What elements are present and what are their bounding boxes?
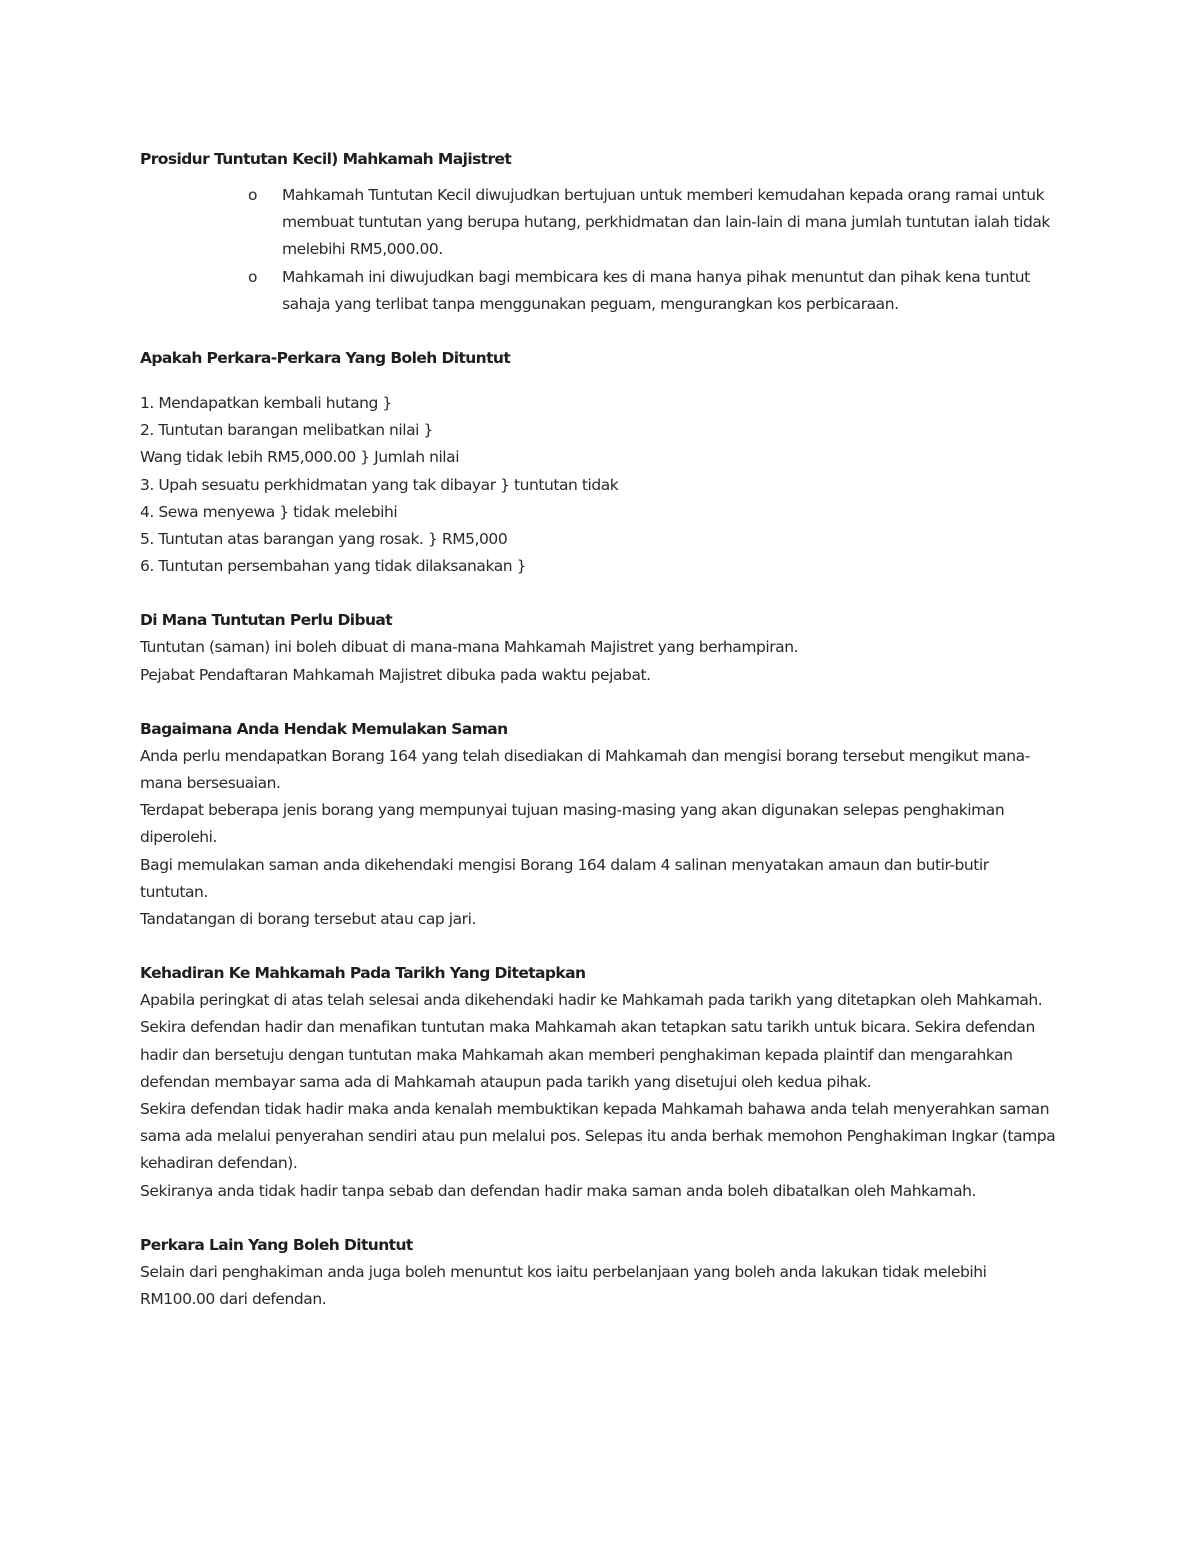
section-line: 1. Mendapatkan kembali hutang }: [140, 394, 392, 413]
section-line: Pejabat Pendaftaran Mahkamah Majistret dibuka pada waktu pejabat.: [140, 665, 651, 684]
section-line: Selain dari penghakiman anda juga boleh menuntut kos iaitu perbelanjaan yang boleh anda lakukan tidak melebihi: [140, 1262, 987, 1281]
bullet-marker: o: [248, 267, 258, 286]
section-line: hadir dan bersetuju dengan tuntutan maka Mahkamah akan memberi penghakiman kepada plaintif dan mengarahkan: [140, 1045, 1013, 1064]
bullet-marker: o: [248, 186, 258, 204]
section-line: 3. Upah sesuatu perkhidmatan yang tak dibayar } tuntutan tidak: [140, 475, 619, 494]
section-line: Apabila peringkat di atas telah selesai anda dikehendaki hadir ke Mahkamah pada tarikh yang ditetapkan oleh Mahkamah.: [140, 991, 1043, 1010]
section-body: [140, 1259, 1060, 1313]
section-heading: Apakah Perkara-Perkara Yang Boleh Dituntut: [140, 349, 511, 368]
section-line: Tuntutan (saman) ini boleh dibuat di mana-mana Mahkamah Majistret yang berhampiran.: [140, 638, 799, 657]
section-body: [140, 743, 1060, 933]
section-line: defendan membayar sama ada di Mahkamah ataupun pada tarikh yang disetujui oleh kedua pihak.: [140, 1072, 872, 1091]
section-line: Sekiranya anda tidak hadir tanpa sebab dan defendan hadir maka saman anda boleh dibatalkan oleh Mahkamah.: [140, 1181, 976, 1200]
section-body: [140, 634, 1060, 688]
section-body: [140, 987, 1060, 1205]
section-heading: Bagaimana Anda Hendak Memulakan Saman: [140, 719, 508, 738]
section-heading: Di Mana Tuntutan Perlu Dibuat: [140, 611, 393, 630]
section-line: Tandatangan di borang tersebut atau cap jari.: [140, 910, 476, 929]
section-line: Bagi memulakan saman anda dikehendaki mengisi Borang 164 dalam 4 salinan menyatakan amaun dan butir-butir: [140, 855, 989, 874]
section-heading: Kehadiran Ke Mahkamah Pada Tarikh Yang Ditetapkan: [140, 964, 586, 983]
intro-bullet-text: Mahkamah Tuntutan Kecil diwujudkan bertujuan untuk memberi kemudahan kepada orang ramai untuk membuat tuntutan yang berupa hutang, perkhidmatan dan lain-lain di mana jumlah tuntutan ialah tidak melebihi RM5,000.00.: [282, 186, 1050, 259]
section-line: Anda perlu mendapatkan Borang 164 yang telah disediakan di Mahkamah dan mengisi borang tersebut mengikut mana-: [140, 746, 1030, 765]
section-line: RM100.00 dari defendan.: [140, 1290, 327, 1309]
section-line: diperolehi.: [140, 828, 217, 847]
section-line: 6. Tuntutan persembahan yang tidak dilaksanakan }: [140, 557, 527, 576]
section-claimable-items: [140, 345, 1060, 580]
section-line: sama ada melalui penyerahan sendiri atau pun melalui pos. Selepas itu anda berhak memohon Penghakiman Ingkar (tampa: [140, 1127, 1056, 1146]
section-line: kehadiran defendan).: [140, 1154, 298, 1173]
section-line: 2. Tuntutan barangan melibatkan nilai }: [140, 421, 433, 440]
intro-bullet-item: [248, 264, 1060, 318]
section-where-to-file: [140, 607, 1060, 688]
intro-bullet-item: [248, 182, 1060, 264]
section-line: 5. Tuntutan atas barangan yang rosak. } RM5,000: [140, 530, 508, 549]
section-line: Terdapat beberapa jenis borang yang mempunyai tujuan masing-masing yang akan digunakan selepas penghakiman: [140, 801, 1005, 820]
document-page: [140, 146, 1060, 1313]
section-line: Sekira defendan hadir dan menafikan tuntutan maka Mahkamah akan tetapkan satu tarikh untuk bicara. Sekira defendan: [140, 1018, 1035, 1037]
section-court-attendance: [140, 960, 1060, 1205]
section-line: tuntutan.: [140, 882, 208, 901]
section-line: mana bersesuaian.: [140, 774, 281, 793]
section-how-to-start: [140, 716, 1060, 933]
document-title: Prosidur Tuntutan Kecil) Mahkamah Majistret: [140, 150, 512, 168]
intro-bullet-text: Mahkamah ini diwujudkan bagi membicara kes di mana hanya pihak menuntut dan pihak kena tuntut sahaja yang terlibat tanpa menggunakan peguam, mengurangkan kos perbicaraan.: [282, 267, 1030, 313]
section-line: Sekira defendan tidak hadir maka anda kenalah membuktikan kepada Mahkamah bahawa anda telah menyerahkan saman: [140, 1100, 1050, 1119]
section-heading: Perkara Lain Yang Boleh Dituntut: [140, 1235, 413, 1254]
section-line: 4. Sewa menyewa } tidak melebihi: [140, 502, 398, 521]
section-body: [140, 390, 1060, 580]
section-line: Wang tidak lebih RM5,000.00 } Jumlah nilai: [140, 448, 460, 467]
intro-bullet-list: [140, 182, 1060, 318]
section-other-claims: [140, 1232, 1060, 1313]
